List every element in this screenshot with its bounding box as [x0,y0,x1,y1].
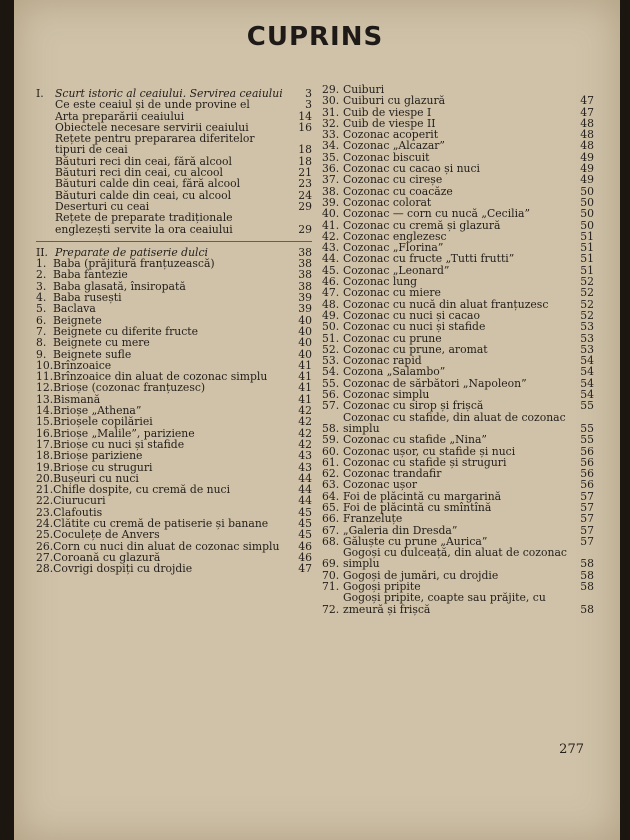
entry-number: 15. [36,415,54,429]
entry-title: Băuturi reci din ceai, fără alcool [55,154,232,168]
entry-title: Cozonac colorat [343,195,432,209]
entry-title: Ciurucuri [53,494,106,508]
entry-title: Gogoși cu dulceață, din aluat de cozonac simplu [343,546,567,571]
entry-title: Cozonac ușor, cu stafide și nuci [343,444,516,458]
entry-number: 57. [322,399,340,413]
entry-title: Beignete cu mere [53,336,150,350]
entry-page: 41 [298,370,312,384]
entry-number: II. [36,245,48,259]
entry-number: 28. [36,562,54,576]
entry-page: 56 [580,444,594,458]
toc-entry [322,547,594,570]
entry-title: Băuturi reci din ceai, cu alcool [55,166,223,180]
entry-title: Chifle dospite, cu cremă de nuci [53,483,231,497]
entry-number: 20. [36,471,54,485]
entry-title: Corn cu nuci din aluat de cozonac simplu [53,539,280,553]
entry-number: 61. [322,455,340,469]
entry-title: Cozonac de sărbători „Napoleon” [343,376,527,390]
entry-number: 64. [322,489,340,503]
entry-number: 50. [322,320,340,334]
entry-number: 67. [322,523,340,537]
entry-number: 23. [36,505,54,519]
entry-title: Preparate de patiserie dulci [55,245,208,259]
entry-title: Ce este ceaiul și de unde provine el [55,98,250,112]
entry-page: 46 [298,550,312,564]
entry-page: 52 [580,286,594,300]
entry-title: Gogoși pripite [343,580,421,594]
entry-title: „Galeria din Dresda” [343,523,458,537]
entry-page: 40 [298,347,312,361]
toc-entry [322,321,594,332]
entry-page: 56 [580,467,594,481]
entry-title: Bușeuri cu nuci [53,471,139,485]
entry-number: 38. [322,184,340,198]
entry-page: 50 [580,218,594,232]
entry-page: 42 [298,426,312,440]
entry-title: Cozonac cu fructe „Tutti frutti” [343,252,515,266]
entry-title: Beignete cu diferite fructe [53,324,199,338]
entry-page: 41 [298,381,312,395]
entry-page: 53 [580,320,594,334]
entry-page: 55 [580,399,594,413]
entry-title: Deserturi cu ceai [55,199,150,213]
entry-page: 49 [580,173,594,187]
section-divider [36,241,312,242]
toc-entry [36,529,312,540]
entry-page: 56 [580,455,594,469]
entry-number: 46. [322,275,340,289]
entry-number: 17. [36,437,54,451]
toc-entry [322,434,594,445]
entry-title: Cozonac „Alcazar” [343,139,445,153]
entry-page: 56 [580,478,594,492]
entry-title: Cozonac „Leonard” [343,263,450,277]
entry-number: 12. [36,381,54,395]
entry-number: 37. [322,173,340,187]
entry-page: 58 [580,602,594,616]
entry-page: 48 [580,116,594,130]
toc-right-column [322,84,594,615]
entry-page: 21 [298,166,312,180]
toc-entry [36,337,312,348]
entry-page: 44 [298,471,312,485]
entry-number: 22. [36,494,54,508]
entry-number: 39. [322,195,340,209]
entry-title: Cozonac cu sirop și frișcă [343,399,484,413]
entry-number: 11. [36,370,54,384]
entry-page: 39 [298,291,312,305]
entry-title: Rețete pentru prepararea diferitelor tipuri de ceai [55,132,255,157]
entry-number: 29. [322,83,340,96]
entry-page: 58 [580,568,594,582]
page-title: CUPRINS [246,22,384,52]
entry-number: 54. [322,365,340,379]
entry-title: Cozonac rapid [343,354,422,368]
entry-title: Cozonac cu nuci și cacao [343,308,480,322]
entry-number: 13. [36,392,54,406]
entry-title: Covrigi dospiți cu drojdie [53,562,193,576]
toc-entry [322,95,594,106]
entry-page: 55 [580,421,594,435]
entry-number: 45. [322,263,340,277]
entry-number: 48. [322,297,340,311]
entry-title: Cozonac cu stafide și struguri [343,455,507,469]
entry-page: 44 [298,483,312,497]
entry-title: Cozonac cu miere [343,286,441,300]
entry-number: 60. [322,444,340,458]
entry-title: Cuiburi [343,83,385,96]
entry-title: Baclava [53,302,96,316]
entry-title: Cozonac cu prune, aromat [343,342,488,356]
toc-entry [322,287,594,298]
entry-title: Gogoși de jumări, cu drojdie [343,568,499,582]
entry-number: 26. [36,539,54,553]
entry-title: Brioșele copilăriei [53,415,153,429]
entry-title: Baba (prăjitură franțuzească) [53,257,215,271]
entry-page: 53 [580,342,594,356]
entry-page: 18 [298,154,312,168]
entry-page: 14 [298,109,312,123]
entry-page: 58 [580,580,594,594]
entry-page: 38 [298,257,312,271]
entry-page: 49 [580,162,594,176]
entry-page: 42 [298,404,312,418]
entry-title: Brînzoaice [53,358,112,372]
entry-page: 3 [305,98,312,112]
entry-title: Cuib de viespe I [343,105,432,119]
toc-entry [55,212,312,235]
entry-number: 31. [322,105,340,119]
entry-page: 38 [298,279,312,293]
entry-title: Brioșe pariziene [53,449,143,463]
entry-title: Cozonac cu nucă din aluat franțuzesc [343,297,549,311]
entry-number: 40. [322,207,340,221]
entry-title: Cuiburi cu glazură [343,94,446,108]
entry-page: 41 [298,392,312,406]
entry-title: Brioșe (cozonac franțuzesc) [53,381,206,395]
entry-title: Găluște cu prune „Aurica” [343,534,488,548]
entry-number: 68. [322,534,340,548]
toc-left-column [36,84,312,574]
entry-number: 21. [36,483,54,497]
entry-page: 54 [580,388,594,402]
entry-page: 57 [580,489,594,503]
entry-page: 47 [298,562,312,576]
entry-page: 47 [580,94,594,108]
entry-page: 51 [580,263,594,277]
entry-number: 6. [36,313,47,327]
entry-page: 51 [580,229,594,243]
entry-page: 45 [298,528,312,542]
entry-page: 55 [580,433,594,447]
entry-page: 54 [580,354,594,368]
entry-number: 52. [322,342,340,356]
entry-title: Coculețe de Anvers [53,528,160,542]
entry-number: 58. [322,421,340,435]
entry-number: 33. [322,128,340,142]
entry-number: 71. [322,580,340,594]
entry-number: 35. [322,150,340,164]
entry-number: 66. [322,512,340,526]
entry-number: 18. [36,449,54,463]
entry-page: 38 [298,245,312,259]
entry-title: Rețete de preparate tradiționale englezești servite la ora ceaiului [55,211,233,236]
entry-page: 40 [298,336,312,350]
toc-entry [36,450,312,461]
entry-number: 42. [322,229,340,243]
entry-page: 42 [298,415,312,429]
entry-page: 57 [580,500,594,514]
entry-page: 57 [580,534,594,548]
entry-title: Cuib de viespe II [343,116,436,130]
entry-page: 48 [580,139,594,153]
entry-number: 41. [322,218,340,232]
entry-title: Clătite cu cremă de patiserie și banane [53,516,269,530]
entry-page: 45 [298,505,312,519]
entry-title: Obiectele necesare servirii ceaiului [55,120,249,134]
page-number: 277 [559,742,584,757]
entry-title: Cozonac cu stafide „Nina” [343,433,487,447]
entry-page: 57 [580,523,594,537]
toc-entry [322,174,594,185]
toc-entry [36,563,312,574]
entry-number: 62. [322,467,340,481]
entry-number: 3. [36,279,47,293]
entry-page: 3 [305,87,312,100]
entry-title: Cozonac simplu [343,388,430,402]
entry-page: 24 [298,188,312,202]
entry-title: Cozonac cu cremă și glazură [343,218,501,232]
entry-page: 18 [298,143,312,157]
entry-number: 30. [322,94,340,108]
entry-title: Cozonac cu cacao și nuci [343,162,480,176]
entry-number: 72. [322,602,340,616]
entry-number: 27. [36,550,54,564]
entry-number: 9. [36,347,47,361]
entry-page: 42 [298,437,312,451]
toc-entry [322,513,594,524]
entry-page: 54 [580,376,594,390]
entry-number: 53. [322,354,340,368]
entry-title: Băuturi calde din ceai, cu alcool [55,188,232,202]
entry-page: 52 [580,297,594,311]
toc-entry [55,133,312,156]
toc-entry [36,303,312,314]
entry-number: 47. [322,286,340,300]
entry-number: 24. [36,516,54,530]
entry-title: Scurt istoric al ceaiului. Servirea ceaiului [55,87,283,100]
entry-page: 43 [298,449,312,463]
entry-number: 65. [322,500,340,514]
entry-page: 54 [580,365,594,379]
toc-entry [55,178,312,189]
entry-title: Foi de plăcintă cu margarină [343,489,502,503]
entry-page: 49 [580,150,594,164]
entry-number: I. [36,87,44,100]
entry-page: 57 [580,512,594,526]
entry-number: 10. [36,358,54,372]
toc-entry [322,479,594,490]
entry-page: 45 [298,516,312,530]
entry-title: Cozonac cu cireșe [343,173,443,187]
entry-page: 52 [580,308,594,322]
entry-number: 34. [322,139,340,153]
entry-title: Beignete sufle [53,347,132,361]
entry-number: 51. [322,331,340,345]
toc-entry [322,400,594,411]
entry-page: 23 [298,177,312,191]
entry-page: 53 [580,331,594,345]
entry-number: 32. [322,116,340,130]
entry-title: Cozonac cu stafide, din aluat de cozonac simplu [343,410,566,435]
entry-title: Băuturi calde din ceai, fără alcool [55,177,241,191]
entry-number: 25. [36,528,54,542]
toc-entry [55,99,312,110]
entry-title: Beignete [53,313,102,327]
entry-title: Clafoutis [53,505,103,519]
entry-number: 8. [36,336,47,350]
entry-page: 46 [298,539,312,553]
entry-title: Cozonac trandafir [343,467,442,481]
entry-number: 49. [322,308,340,322]
entry-number: 63. [322,478,340,492]
entry-number: 70. [322,568,340,582]
entry-page: 50 [580,184,594,198]
entry-page: 40 [298,313,312,327]
entry-number: 1. [36,257,47,271]
entry-title: Brioșe cu struguri [53,460,153,474]
entry-number: 2. [36,268,47,282]
entry-page: 29 [298,199,312,213]
entry-title: Baba fantezie [53,268,128,282]
entry-title: Cozonac cu nuci și stafide [343,320,486,334]
entry-number: 44. [322,252,340,266]
entry-page: 40 [298,324,312,338]
entry-page: 50 [580,207,594,221]
entry-title: Cozonac englezesc [343,229,447,243]
toc-entry [36,495,312,506]
toc-entry [322,592,594,615]
entry-page: 51 [580,241,594,255]
entry-page: 48 [580,128,594,142]
entry-page: 58 [580,557,594,571]
entry-page: 16 [298,120,312,134]
entry-title: Brînzoaice din aluat de cozonac simplu [53,370,268,384]
entry-title: Cozonac lung [343,275,418,289]
entry-page: 38 [298,268,312,282]
toc-entry [322,412,594,435]
entry-title: Cozonac ușor [343,478,417,492]
entry-page: 41 [298,358,312,372]
entry-title: Baba rusești [53,291,122,305]
entry-number: 7. [36,324,47,338]
entry-number: 19. [36,460,54,474]
entry-title: Brioșe cu nuci și stafide [53,437,185,451]
entry-number: 55. [322,376,340,390]
entry-title: Brioșe „Malile”, pariziene [53,426,195,440]
entry-title: Brioșe „Athena” [53,404,142,418]
entry-page: 52 [580,275,594,289]
entry-title: Cozonac biscuit [343,150,430,164]
entry-title: Cozona „Salambo” [343,365,446,379]
entry-number: 56. [322,388,340,402]
entry-title: Franzeluțe [343,512,403,526]
entry-number: 16. [36,426,54,440]
entry-title: Cozonac cu prune [343,331,442,345]
entry-title: Baba glasată, însiropată [53,279,186,293]
entry-page: 50 [580,195,594,209]
entry-page: 39 [298,302,312,316]
toc-entry [322,208,594,219]
entry-title: Cozonac „Florina” [343,241,444,255]
entry-page: 29 [298,222,312,236]
entry-number: 43. [322,241,340,255]
entry-title: Gogoși pripite, coapte sau prăjite, cu zmeură și frișcă [343,591,546,616]
entry-number: 36. [322,162,340,176]
entry-page: 51 [580,252,594,266]
entry-number: 4. [36,291,47,305]
entry-title: Foi de plăcintă cu smîntînă [343,500,492,514]
entry-title: Bismană [53,392,101,406]
entry-number: 5. [36,302,47,316]
entry-title: Coroană cu glazură [53,550,161,564]
entry-number: 14. [36,404,54,418]
entry-title: Cozonac cu coacăze [343,184,453,198]
entry-number: 59. [322,433,340,447]
toc-entry [36,416,312,427]
entry-page: 43 [298,460,312,474]
entry-page: 47 [580,105,594,119]
entry-title: Cozonac acoperit [343,128,439,142]
entry-title: Cozonac — corn cu nucă „Cecilia” [343,207,531,221]
entry-title: Arta preparării ceaiului [55,109,185,123]
entry-page: 44 [298,494,312,508]
entry-number: 69. [322,557,340,571]
